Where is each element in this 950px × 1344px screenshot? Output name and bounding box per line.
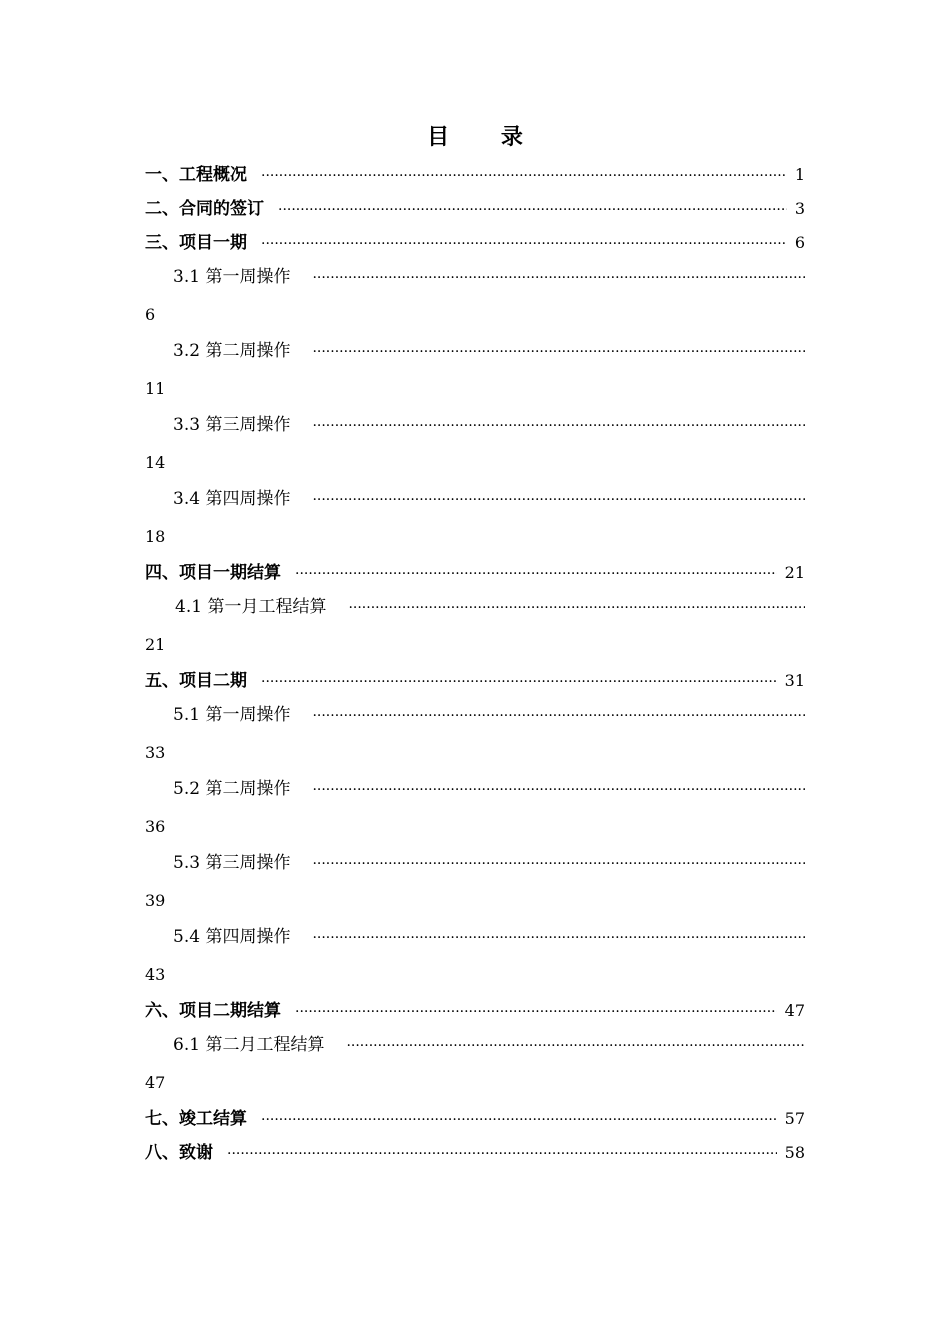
toc-entry-label: 5.4 第四周操作 <box>173 927 291 947</box>
dot-leader <box>261 1103 777 1137</box>
toc-entry-page: 47 <box>145 1073 166 1092</box>
toc-entry-label: 七、竣工结算 <box>145 1109 247 1129</box>
toc-entry-page: 47 <box>784 1001 805 1020</box>
dot-leader <box>312 921 805 955</box>
toc-entry-label: 八、致谢 <box>145 1143 213 1163</box>
toc-entry[interactable] <box>145 1136 805 1170</box>
toc-entry-page: 21 <box>145 635 166 654</box>
toc-subentry[interactable] <box>145 846 805 920</box>
toc-entry-page: 18 <box>145 527 166 546</box>
dot-leader <box>261 227 787 261</box>
toc-entry-page: 39 <box>145 891 166 910</box>
toc-entry-page: 3 <box>794 199 805 218</box>
dot-leader <box>312 335 805 369</box>
toc-entry-label: 四、项目一期结算 <box>145 563 281 583</box>
toc-subentry[interactable] <box>145 260 805 334</box>
toc-entry-page: 1 <box>794 165 805 184</box>
toc-list <box>145 158 805 1170</box>
toc-entry-label: 5.1 第一周操作 <box>173 705 291 725</box>
toc-entry-page: 33 <box>145 743 166 762</box>
toc-entry-label: 4.1 第一月工程结算 <box>175 597 327 617</box>
toc-entry-page: 14 <box>145 453 166 472</box>
toc-entry-label: 3.3 第三周操作 <box>173 415 291 435</box>
toc-entry-label: 3.1 第一周操作 <box>173 267 291 287</box>
dot-leader <box>295 557 777 591</box>
dot-leader <box>312 847 805 881</box>
toc-entry-label: 3.2 第二周操作 <box>173 341 291 361</box>
dot-leader <box>312 699 805 733</box>
toc-entry[interactable] <box>145 664 805 698</box>
toc-entry[interactable] <box>145 994 805 1028</box>
toc-subentry[interactable] <box>145 590 805 664</box>
dot-leader <box>295 995 777 1029</box>
dot-leader <box>227 1137 777 1171</box>
toc-entry-label: 五、项目二期 <box>145 671 247 691</box>
toc-entry-page: 31 <box>784 671 805 690</box>
toc-entry-page: 11 <box>145 379 166 398</box>
dot-leader <box>346 1029 805 1063</box>
toc-entry-label: 一、工程概况 <box>145 165 247 185</box>
toc-entry-label: 六、项目二期结算 <box>145 1001 281 1021</box>
toc-entry-page: 43 <box>145 965 166 984</box>
dot-leader <box>312 483 805 517</box>
toc-subentry[interactable] <box>145 920 805 994</box>
toc-entry-page: 57 <box>784 1109 805 1128</box>
toc-subentry[interactable] <box>145 334 805 408</box>
dot-leader <box>261 665 777 699</box>
toc-entry-page: 36 <box>145 817 166 836</box>
toc-entry[interactable] <box>145 192 805 226</box>
toc-title: 目 录 <box>427 124 545 150</box>
toc-entry-page: 6 <box>145 305 156 324</box>
dot-leader <box>312 773 805 807</box>
toc-entry-label: 5.2 第二周操作 <box>173 779 291 799</box>
toc-subentry[interactable] <box>145 482 805 556</box>
toc-entry-page: 58 <box>784 1143 805 1162</box>
toc-entry-page: 21 <box>784 563 805 582</box>
toc-entry[interactable] <box>145 1102 805 1136</box>
dot-leader <box>312 409 805 443</box>
toc-subentry[interactable] <box>145 772 805 846</box>
dot-leader <box>278 193 787 227</box>
toc-entry[interactable] <box>145 158 805 192</box>
toc-subentry[interactable] <box>145 1028 805 1102</box>
dot-leader <box>312 261 805 295</box>
toc-entry[interactable] <box>145 226 805 260</box>
toc-entry[interactable] <box>145 556 805 590</box>
toc-subentry[interactable] <box>145 408 805 482</box>
toc-entry-page: 6 <box>794 233 805 252</box>
toc-entry-label: 3.4 第四周操作 <box>173 489 291 509</box>
toc-entry-label: 三、项目一期 <box>145 233 247 253</box>
toc-entry-label: 6.1 第二月工程结算 <box>173 1035 325 1055</box>
toc-subentry[interactable] <box>145 698 805 772</box>
toc-entry-label: 5.3 第三周操作 <box>173 853 291 873</box>
dot-leader <box>348 591 805 625</box>
dot-leader <box>261 159 787 193</box>
toc-entry-label: 二、合同的签订 <box>145 199 264 219</box>
